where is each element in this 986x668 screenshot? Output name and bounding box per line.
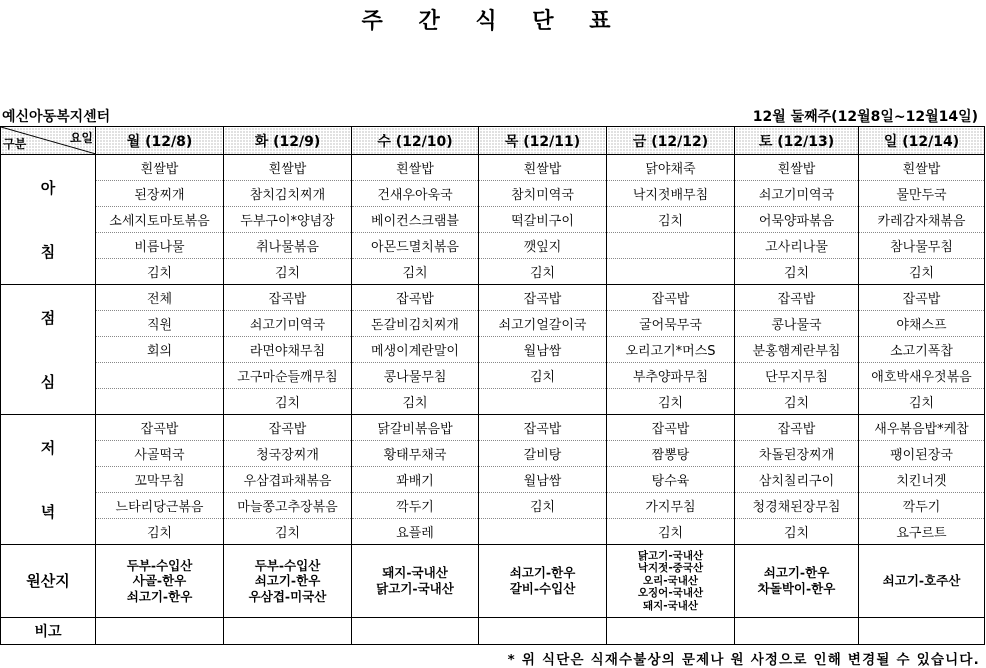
origin-line: 닭고기-국내산 bbox=[637, 550, 704, 563]
menu-item: 어묵양파볶음 bbox=[735, 207, 859, 233]
day-header: 토 (12/13) bbox=[735, 127, 859, 155]
menu-item: 월남쌈 bbox=[479, 337, 607, 363]
menu-item: 느타리당근볶음 bbox=[96, 493, 224, 519]
origin-line: 쇠고기-한우 bbox=[763, 565, 830, 581]
menu-item: 두부구이*양념장 bbox=[224, 207, 352, 233]
note-cell bbox=[735, 618, 859, 645]
corner-left-label: 구분 bbox=[3, 137, 27, 151]
menu-item: 애호박새우젓볶음 bbox=[859, 363, 985, 389]
origin-line: 갈비-수입산 bbox=[509, 581, 576, 596]
origin-cell bbox=[224, 545, 352, 618]
origin-cell bbox=[96, 545, 224, 618]
menu-item: 깍두기 bbox=[859, 493, 985, 519]
menu-item: 전체 bbox=[96, 285, 224, 311]
note-cell bbox=[607, 618, 735, 645]
origin-label: 원산지 bbox=[1, 545, 96, 618]
meal-label-bottom: 심 bbox=[40, 372, 56, 391]
menu-item: 청경채된장무침 bbox=[735, 493, 859, 519]
note-cell bbox=[352, 618, 479, 645]
menu-item: 사골떡국 bbox=[96, 441, 224, 467]
menu-item: 마늘쫑고추장볶음 bbox=[224, 493, 352, 519]
menu-item: 김치 bbox=[224, 519, 352, 545]
menu-item: 김치 bbox=[479, 363, 607, 389]
origin-line: 쇠고기-호주산 bbox=[882, 573, 961, 589]
menu-item: 김치 bbox=[96, 259, 224, 285]
menu-item: 치킨너겟 bbox=[859, 467, 985, 493]
note-cell bbox=[859, 618, 985, 645]
menu-row bbox=[1, 493, 985, 519]
day-header: 월 (12/8) bbox=[96, 127, 224, 155]
menu-item: 참나물무침 bbox=[859, 233, 985, 259]
meal-label bbox=[1, 155, 96, 285]
menu-item: 베이컨스크램블 bbox=[352, 207, 479, 233]
menu-item: 잡곡밥 bbox=[479, 415, 607, 441]
menu-item: 잡곡밥 bbox=[607, 415, 735, 441]
menu-item: 분홍햄계란부침 bbox=[735, 337, 859, 363]
menu-item: 김치 bbox=[224, 389, 352, 415]
menu-item bbox=[607, 259, 735, 285]
menu-row bbox=[1, 285, 985, 311]
origin-line: 차돌박이-한우 bbox=[757, 581, 836, 596]
menu-item: 잡곡밥 bbox=[735, 285, 859, 311]
menu-item: 아몬드멸치볶음 bbox=[352, 233, 479, 259]
menu-row bbox=[1, 415, 985, 441]
menu-item: 김치 bbox=[607, 207, 735, 233]
origin-line: 사골-한우 bbox=[132, 573, 187, 589]
day-header: 일 (12/14) bbox=[859, 127, 985, 155]
menu-item: 삼치칠리구이 bbox=[735, 467, 859, 493]
menu-item: 오리고기*머스S bbox=[607, 337, 735, 363]
menu-item bbox=[96, 363, 224, 389]
menu-item: 가지무침 bbox=[607, 493, 735, 519]
menu-item: 쇠고기미역국 bbox=[735, 181, 859, 207]
menu-row bbox=[1, 441, 985, 467]
menu-item bbox=[479, 389, 607, 415]
menu-item: 흰쌀밥 bbox=[479, 155, 607, 181]
origin-cell bbox=[607, 545, 735, 618]
menu-item: 김치 bbox=[607, 389, 735, 415]
origin-line: 두부-수입산 bbox=[254, 557, 321, 573]
menu-item: 깻잎지 bbox=[479, 233, 607, 259]
origin-line: 두부-수입산 bbox=[126, 557, 193, 573]
day-header: 목 (12/11) bbox=[479, 127, 607, 155]
menu-item: 참치미역국 bbox=[479, 181, 607, 207]
menu-item: 참치김치찌개 bbox=[224, 181, 352, 207]
meal-label-top: 점 bbox=[40, 308, 56, 327]
menu-item: 콩나물국 bbox=[735, 311, 859, 337]
menu-item: 깍두기 bbox=[352, 493, 479, 519]
menu-item: 닭갈비볶음밥 bbox=[352, 415, 479, 441]
menu-item: 잡곡밥 bbox=[479, 285, 607, 311]
menu-item: 청국장찌개 bbox=[224, 441, 352, 467]
menu-row bbox=[1, 389, 985, 415]
weekly-menu-table bbox=[0, 126, 985, 645]
menu-item: 요플레 bbox=[352, 519, 479, 545]
menu-item: 취나물볶음 bbox=[224, 233, 352, 259]
menu-row bbox=[1, 181, 985, 207]
menu-item: 김치 bbox=[859, 259, 985, 285]
menu-item: 닭야채죽 bbox=[607, 155, 735, 181]
org-name: 예신아동복지센터 bbox=[2, 109, 111, 125]
menu-item: 요구르트 bbox=[859, 519, 985, 545]
menu-item: 잡곡밥 bbox=[859, 285, 985, 311]
note-cell bbox=[479, 618, 607, 645]
menu-item: 야채스프 bbox=[859, 311, 985, 337]
note-label: 비고 bbox=[1, 618, 96, 645]
menu-item: 쇠고기미역국 bbox=[224, 311, 352, 337]
menu-item: 된장찌개 bbox=[96, 181, 224, 207]
menu-item: 떡갈비구이 bbox=[479, 207, 607, 233]
menu-item: 낙지젓배무침 bbox=[607, 181, 735, 207]
menu-item: 잡곡밥 bbox=[607, 285, 735, 311]
origin-line: 닭고기-국내산 bbox=[376, 581, 454, 596]
menu-row bbox=[1, 155, 985, 181]
menu-item: 김치 bbox=[735, 519, 859, 545]
menu-item: 월남쌈 bbox=[479, 467, 607, 493]
menu-item bbox=[479, 519, 607, 545]
menu-item: 꽈배기 bbox=[352, 467, 479, 493]
menu-item: 소세지토마토볶음 bbox=[96, 207, 224, 233]
note-row bbox=[1, 618, 985, 645]
menu-item: 고구마순들깨무침 bbox=[224, 363, 352, 389]
menu-item: 김치 bbox=[224, 259, 352, 285]
menu-row bbox=[1, 467, 985, 493]
menu-item: 김치 bbox=[607, 519, 735, 545]
menu-item: 김치 bbox=[859, 389, 985, 415]
origin-line: 쇠고기-한우 bbox=[126, 588, 193, 604]
menu-item: 흰쌀밥 bbox=[224, 155, 352, 181]
menu-item bbox=[96, 389, 224, 415]
origin-cell bbox=[859, 545, 985, 618]
menu-item: 김치 bbox=[352, 389, 479, 415]
menu-item: 메생이계란말이 bbox=[352, 337, 479, 363]
origin-line: 우삼겹-미국산 bbox=[248, 588, 327, 604]
corner-cell bbox=[1, 127, 96, 155]
menu-row bbox=[1, 207, 985, 233]
meal-label bbox=[1, 415, 96, 545]
menu-item: 회의 bbox=[96, 337, 224, 363]
menu-item: 잡곡밥 bbox=[96, 415, 224, 441]
menu-item: 김치 bbox=[96, 519, 224, 545]
note-cell bbox=[96, 618, 224, 645]
menu-item: 흰쌀밥 bbox=[735, 155, 859, 181]
menu-item: 직원 bbox=[96, 311, 224, 337]
menu-row bbox=[1, 337, 985, 363]
menu-row bbox=[1, 259, 985, 285]
meal-label-top: 저 bbox=[40, 438, 56, 457]
menu-item: 우삼겹파채볶음 bbox=[224, 467, 352, 493]
menu-item: 쇠고기얼갈이국 bbox=[479, 311, 607, 337]
origin-line: 돼지-국내산 bbox=[642, 599, 699, 612]
origin-line: 쇠고기-한우 bbox=[509, 565, 576, 581]
origin-line: 낙지젓-중국산 bbox=[637, 562, 704, 575]
menu-item: 콩나물무침 bbox=[352, 363, 479, 389]
meal-label-bottom: 녁 bbox=[40, 502, 56, 521]
menu-item: 잡곡밥 bbox=[352, 285, 479, 311]
menu-item: 새우볶음밥*케찹 bbox=[859, 415, 985, 441]
menu-item: 팽이된장국 bbox=[859, 441, 985, 467]
menu-item: 흰쌀밥 bbox=[96, 155, 224, 181]
menu-item: 김치 bbox=[479, 259, 607, 285]
page-title: 주 간 식 단 표 bbox=[361, 9, 625, 34]
menu-row bbox=[1, 363, 985, 389]
origin-line: 오징어-국내산 bbox=[637, 587, 704, 600]
origin-line: 돼지-국내산 bbox=[382, 565, 448, 581]
menu-item bbox=[607, 233, 735, 259]
menu-item: 잡곡밥 bbox=[224, 415, 352, 441]
menu-item: 짬뽕탕 bbox=[607, 441, 735, 467]
menu-row bbox=[1, 519, 985, 545]
menu-row bbox=[1, 311, 985, 337]
menu-item: 고사리나물 bbox=[735, 233, 859, 259]
menu-item: 황태무채국 bbox=[352, 441, 479, 467]
origin-line: 쇠고기-한우 bbox=[254, 573, 321, 589]
note-cell bbox=[224, 618, 352, 645]
meal-label bbox=[1, 285, 96, 415]
origin-cell bbox=[352, 545, 479, 618]
menu-item: 탕수육 bbox=[607, 467, 735, 493]
menu-item: 비름나물 bbox=[96, 233, 224, 259]
day-header: 금 (12/12) bbox=[607, 127, 735, 155]
meal-label-bottom: 침 bbox=[40, 242, 56, 261]
meal-label-top: 아 bbox=[40, 178, 56, 197]
menu-item: 김치 bbox=[479, 493, 607, 519]
menu-item: 건새우아욱국 bbox=[352, 181, 479, 207]
menu-item: 흰쌀밥 bbox=[352, 155, 479, 181]
origin-cell bbox=[479, 545, 607, 618]
origin-line: 오리-국내산 bbox=[642, 574, 699, 587]
menu-item: 굴어묵무국 bbox=[607, 311, 735, 337]
menu-item: 잡곡밥 bbox=[224, 285, 352, 311]
menu-item: 라면야채무침 bbox=[224, 337, 352, 363]
menu-row bbox=[1, 233, 985, 259]
header-row bbox=[1, 127, 985, 155]
menu-item: 김치 bbox=[735, 389, 859, 415]
day-header: 수 (12/10) bbox=[352, 127, 479, 155]
menu-item: 차돌된장찌개 bbox=[735, 441, 859, 467]
menu-item: 김치 bbox=[735, 259, 859, 285]
menu-item: 돈갈비김치찌개 bbox=[352, 311, 479, 337]
corner-right-label: 요일 bbox=[69, 131, 93, 145]
origin-row bbox=[1, 545, 985, 618]
menu-item: 물만두국 bbox=[859, 181, 985, 207]
day-header: 화 (12/9) bbox=[224, 127, 352, 155]
menu-item: 카레감자채볶음 bbox=[859, 207, 985, 233]
menu-item: 흰쌀밥 bbox=[859, 155, 985, 181]
origin-cell bbox=[735, 545, 859, 618]
menu-item: 김치 bbox=[352, 259, 479, 285]
menu-item: 부추양파무침 bbox=[607, 363, 735, 389]
menu-item: 꼬막무침 bbox=[96, 467, 224, 493]
menu-item: 소고기폭찹 bbox=[859, 337, 985, 363]
week-range: 12월 둘째주(12월8일~12월14일) bbox=[752, 109, 978, 125]
footer-note: * 위 식단은 식재수불상의 문제나 원 사정으로 인해 변경될 수 있습니다. bbox=[507, 652, 980, 668]
menu-item: 잡곡밥 bbox=[735, 415, 859, 441]
menu-item: 단무지무침 bbox=[735, 363, 859, 389]
menu-item: 갈비탕 bbox=[479, 441, 607, 467]
